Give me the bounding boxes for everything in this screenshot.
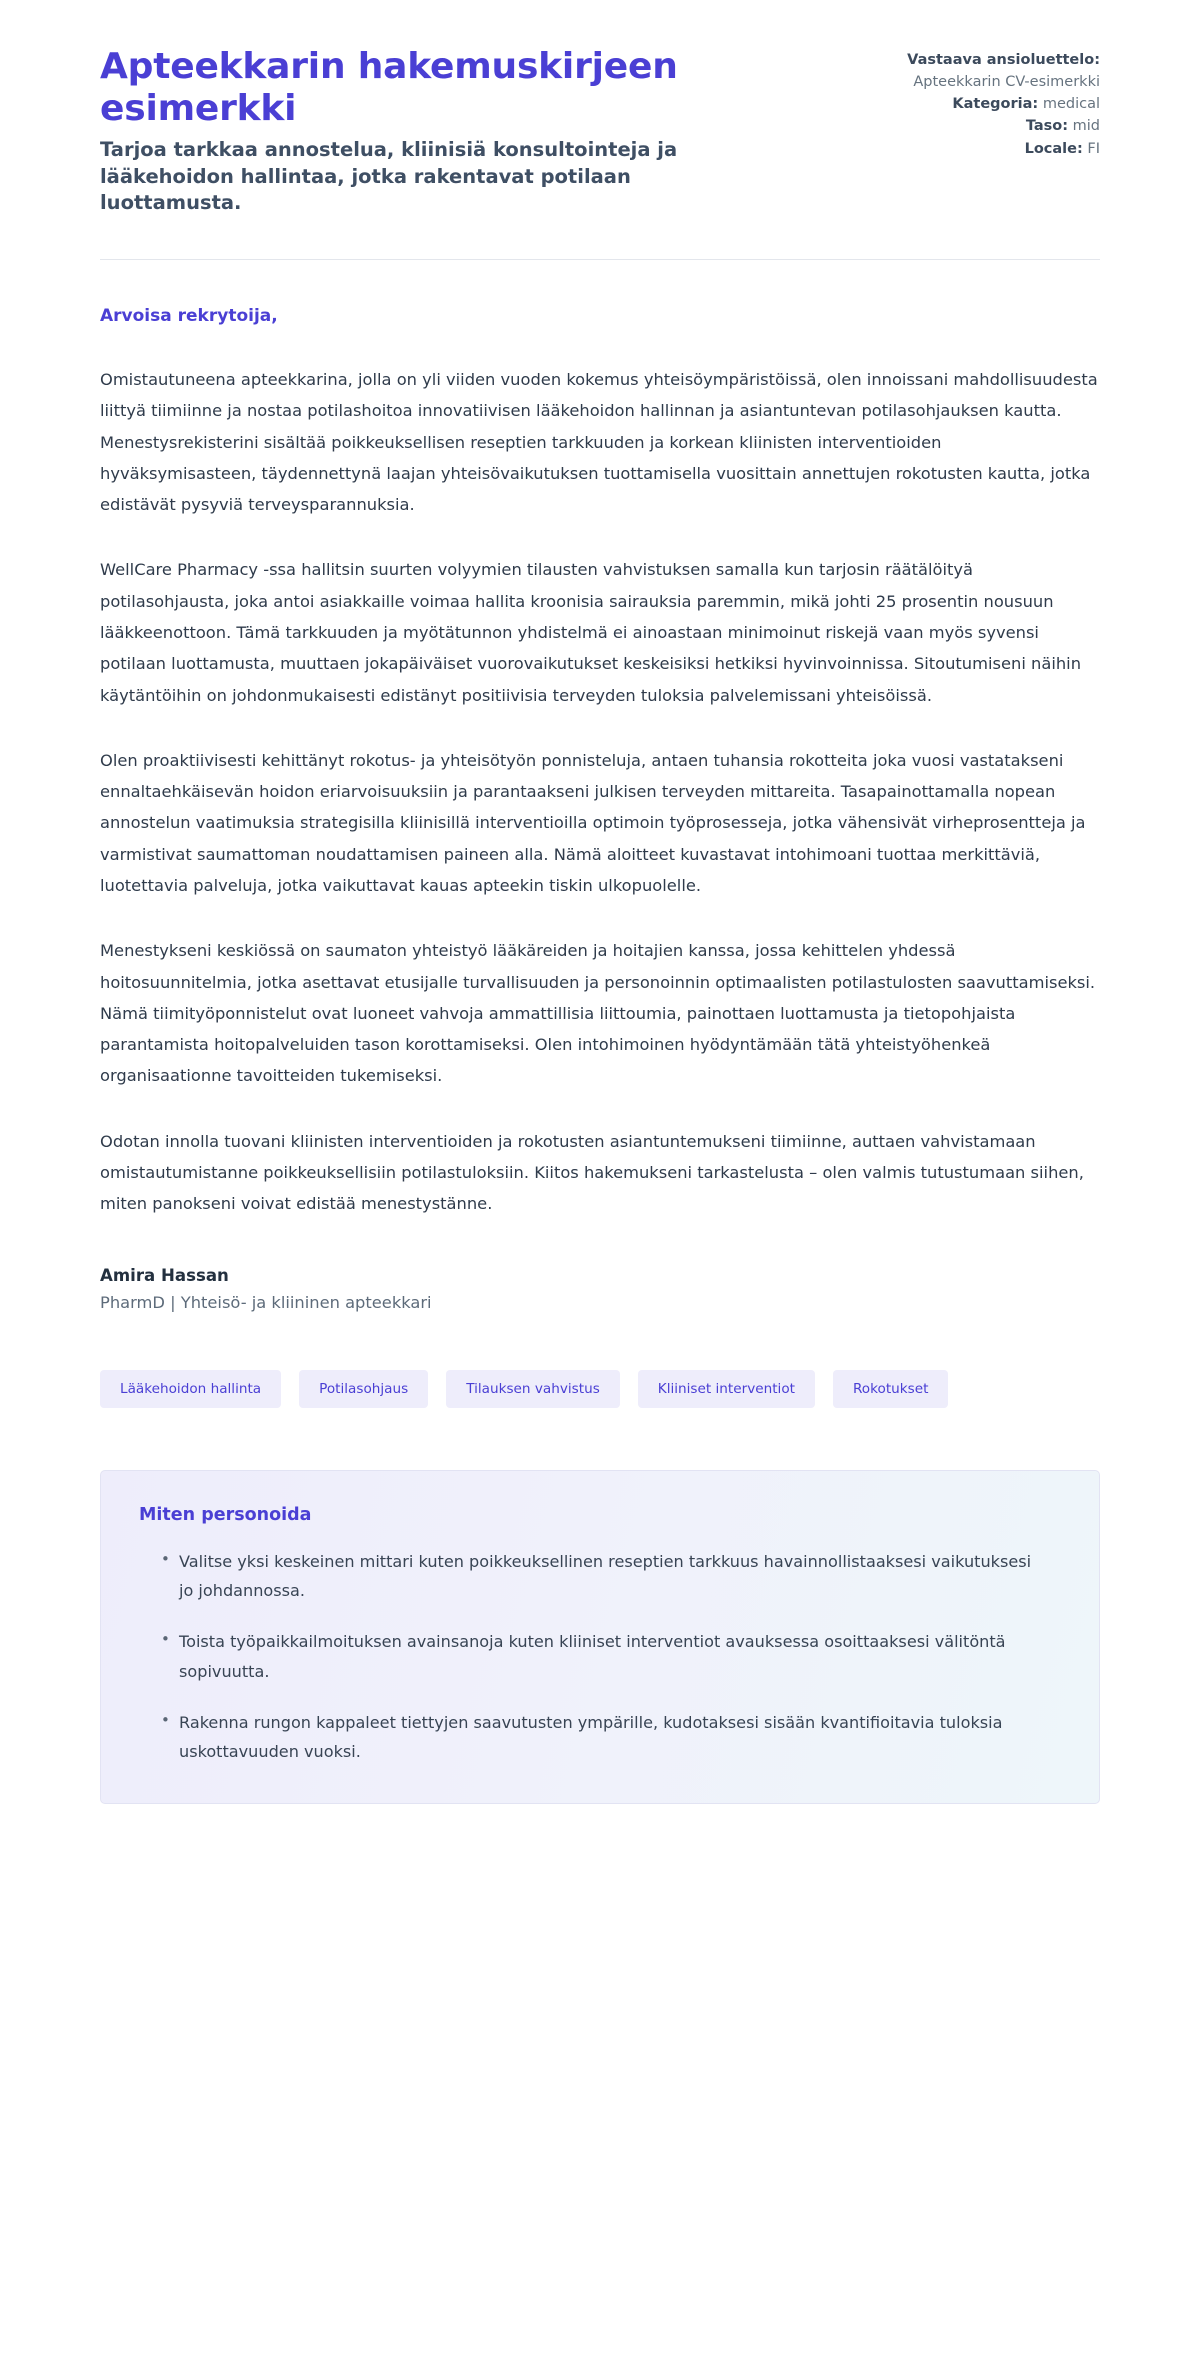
meta-related-cv [850, 50, 1100, 71]
meta-level [850, 116, 1100, 137]
meta-level-value: mid [1072, 118, 1100, 135]
letter-paragraph: WellCare Pharmacy -ssa hallitsin suurten volyymien tilausten vahvistuksen samalla kun tarjosin räätälöityä potilasohjausta, joka antoi asiakkaille voimaa hallita kroonisia sairauksia paremmin, mikä johti 25 prosentin nousuun lääkkeenottoon. Tämä tarkkuuden ja myötätunnon yhdistelmä ei ainoastaan minimoinut riskejä vaan myös syvensi potilaan luottamusta, muuttaen jokapäiväiset vuorovaikutukset keskeisiksi hetkiksi hyvinvoinnissa. Sitoutumiseni näihin käytäntöihin on johdonmukaisesti edistänyt positiivisia terveyden tuloksia palvelemissani yhteisöissä. [100, 560, 1082, 705]
skill-tag-list [100, 1370, 1100, 1408]
meta-related-cv-value-row [850, 72, 1100, 93]
cover-letter-body [100, 260, 1100, 1803]
page-subtitle: Tarjoa tarkkaa annostelua, kliinisiä konsultointeja ja lääkehoidon hallintaa, jotka rakentavat potilaan luottamusta. [100, 137, 678, 215]
page-title: Apteekkarin hakemuskirjeen esimerkki [100, 46, 678, 130]
meta-category-label: Kategoria: [952, 96, 1039, 113]
document-header [100, 46, 1100, 217]
letter-signature [100, 1266, 1100, 1312]
meta-locale-value: FI [1087, 140, 1100, 157]
callout-title: Miten personoida [139, 1504, 312, 1525]
meta-category-value: medical [1042, 96, 1100, 113]
callout-tip-list [139, 1547, 1061, 1767]
skill-tag[interactable]: Potilasohjaus [299, 1370, 428, 1408]
document-metadata [850, 46, 1100, 161]
meta-related-cv-value: Apteekkarin CV-esimerkki [913, 74, 1100, 91]
skill-tag[interactable]: Rokotukset [833, 1370, 948, 1408]
skill-tag[interactable]: Tilauksen vahvistus [446, 1370, 620, 1408]
callout-tip-item: • Valitse yksi keskeinen mittari kuten poikkeuksellinen reseptien tarkkuus havainnollistaaksesi vaikutuksesi jo johdannossa. [161, 1547, 1041, 1606]
skill-tag[interactable]: Lääkehoidon hallinta [100, 1370, 281, 1408]
letter-paragraphs [100, 364, 1100, 1219]
meta-level-label: Taso: [1025, 118, 1069, 135]
callout-tip-item: • Toista työpaikkailmoituksen avainsanoja kuten kliiniset interventiot avauksessa osoittaaksesi välitöntä sopivuutta. [161, 1627, 1041, 1686]
personalization-callout [100, 1470, 1100, 1804]
meta-locale [850, 139, 1100, 160]
skill-tag[interactable]: Kliiniset interventiot [638, 1370, 815, 1408]
meta-category [850, 94, 1100, 115]
letter-salutation: Arvoisa rekrytoija, [100, 306, 278, 327]
signature-role: PharmD | Yhteisö- ja kliininen apteekkari [100, 1292, 432, 1312]
meta-locale-label: Locale: [1024, 140, 1083, 157]
letter-paragraph: Olen proaktiivisesti kehittänyt rokotus- ja yhteisötyön ponnisteluja, antaen tuhansia rokotteita joka vuosi vastatakseni ennaltaehkäisevän hoidon eriarvoisuuksiin ja parantaakseni julkisen terveyden mittareita. Tasapainottamalla nopean annostelun vaatimuksia strategisilla kliinisillä interventioilla optimoin työprosesseja, jotka vähensivät virheprosentteja ja varmistivat saumattoman noudattamisen paineen alla. Nämä aloitteet kuvastavat intohimoani tuottaa merkittäviä, luotettavia palveluja, jotka vaikuttavat kauas apteekin tiskin ulkopuolelle. [100, 750, 1086, 895]
letter-paragraph: Menestykseni keskiössä on saumaton yhteistyö lääkäreiden ja hoitajien kanssa, jossa kehittelen yhdessä hoitosuunnitelmia, jotka asettavat etusijalle turvallisuuden ja personoinnin optimaalisten potilastulosten saavuttamiseksi. Nämä tiimityöponnistelut ovat luoneet vahvoja ammattillisia liittoumia, painottaen luottamusta ja tietopohjaista parantamista hoitopalveluiden tason korottamiseksi. Olen intohimoinen hyödyntämään tätä yhteistyöhenkeä organisaationne tavoitteiden tukemiseksi. [100, 941, 1096, 1086]
letter-paragraph: Omistautuneena apteekkarina, jolla on yli viiden vuoden kokemus yhteisöympäristöissä, olen innoissani mahdollisuudesta liittyä tiimiinne ja nostaa potilashoitoa innovatiivisen lääkehoidon hallinnan ja asiantuntevan potilasohjauksen kautta. Menestysrekisterini sisältää poikkeuksellisen reseptien tarkkuuden ja korkean kliinisten interventioiden hyväksymisasteen, täydennettynä laajan yhteisövaikutuksen tuottamisella vuosittain annettujen rokotusten kautta, jotka edistävät pysyviä terveysparannuksia. [100, 370, 1098, 515]
signature-name: Amira Hassan [100, 1265, 229, 1285]
callout-tip-item: • Rakenna rungon kappaleet tiettyjen saavutusten ympärille, kudotaksesi sisään kvantifioitavia tuloksia uskottavuuden vuoksi. [161, 1708, 1041, 1767]
header-title-block [100, 46, 800, 217]
letter-paragraph: Odotan innolla tuovani kliinisten interventioiden ja rokotusten asiantuntemukseni tiimiinne, auttaen vahvistamaan omistautumistanne poikkeuksellisiin potilastuloksiin. Kiitos hakemukseni tarkastelusta – olen valmis tutustumaan siihen, miten panokseni voivat edistää menestystänne. [100, 1131, 1084, 1214]
meta-related-cv-label: Vastaava ansioluettelo: [907, 52, 1100, 68]
